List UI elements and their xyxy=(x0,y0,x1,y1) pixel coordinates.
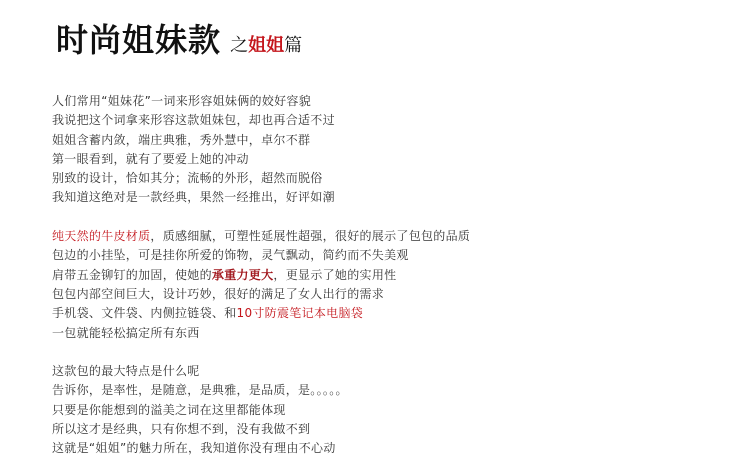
text-segment: 包边的小挂坠，可是挂你所爱的饰物，灵气飘动，简约而不失美观 xyxy=(52,248,409,263)
text-line xyxy=(52,362,712,381)
text-segment: 肩带五金铆钉的加固，使她的 xyxy=(52,267,212,282)
paragraph xyxy=(52,362,712,458)
text-line xyxy=(52,131,712,150)
text-line xyxy=(52,401,712,420)
paragraph xyxy=(52,92,712,208)
article-body xyxy=(52,92,712,459)
text-segment: 姐姐含蓄内敛，端庄典雅，秀外慧中，卓尔不群 xyxy=(52,132,311,147)
text-segment: 所以这才是经典，只有你想不到，没有我做不到 xyxy=(52,422,311,437)
highlight-text: 承重力更大 xyxy=(211,267,274,282)
page-title: 时尚姐妹款 xyxy=(56,21,222,59)
paragraph xyxy=(52,227,712,343)
text-segment: 这款包的最大特点是什么呢 xyxy=(52,364,200,379)
text-segment: 人们常用“姐妹花”一词来形容姐妹俩的姣好容貌 xyxy=(52,94,312,108)
text-segment: 这就是“姐姐”的魅力所在，我知道你没有理由不心动 xyxy=(52,441,336,456)
text-segment: 别致的设计，恰如其分；流畅的外形，超然而脱俗 xyxy=(52,171,323,186)
text-segment: 手机袋、文件袋、内侧拉链袋、和 xyxy=(52,306,237,321)
text-line xyxy=(52,150,712,169)
text-line xyxy=(52,420,712,439)
text-line xyxy=(52,188,712,207)
text-line xyxy=(52,266,712,285)
text-line xyxy=(52,227,712,246)
subtitle-suffix: 篇 xyxy=(284,35,303,56)
text-line xyxy=(52,111,712,130)
text-segment: 包包内部空间巨大，设计巧妙，很好的满足了女人出行的需求 xyxy=(52,286,385,301)
text-segment: 我说把这个词拿来形容这款姐妹包，却也再合适不过 xyxy=(52,113,335,128)
text-line xyxy=(52,246,712,265)
subtitle-highlight: 姐姐 xyxy=(248,35,285,56)
highlight-text: 10寸防震笔记本电脑袋 xyxy=(236,306,364,321)
text-segment: 只要是你能想到的溢美之词在这里都能体现 xyxy=(52,402,286,417)
text-segment: ，更显示了她的实用性 xyxy=(273,267,397,282)
subtitle-prefix: 之 xyxy=(230,35,249,56)
text-segment: ，质感细腻，可塑性延展性超强，很好的展示了包包的品质 xyxy=(150,229,471,244)
text-segment: 第一眼看到，就有了要爱上她的冲动 xyxy=(52,151,249,166)
text-line xyxy=(52,324,712,343)
text-line xyxy=(52,439,712,458)
text-line xyxy=(52,92,712,111)
text-line xyxy=(52,169,712,188)
text-segment: 告诉你，是率性，是随意，是典雅，是品质，是。。。。。 xyxy=(52,383,348,398)
page-subtitle xyxy=(230,35,302,56)
text-line xyxy=(52,381,712,400)
text-segment: 我知道这绝对是一款经典，果然一经推出，好评如潮 xyxy=(52,190,335,205)
page-title-group xyxy=(56,14,302,72)
text-line xyxy=(52,304,712,323)
text-line xyxy=(52,285,712,304)
highlight-text: 纯天然的牛皮材质 xyxy=(52,229,151,244)
text-segment: 一包就能轻松搞定所有东西 xyxy=(52,325,200,340)
